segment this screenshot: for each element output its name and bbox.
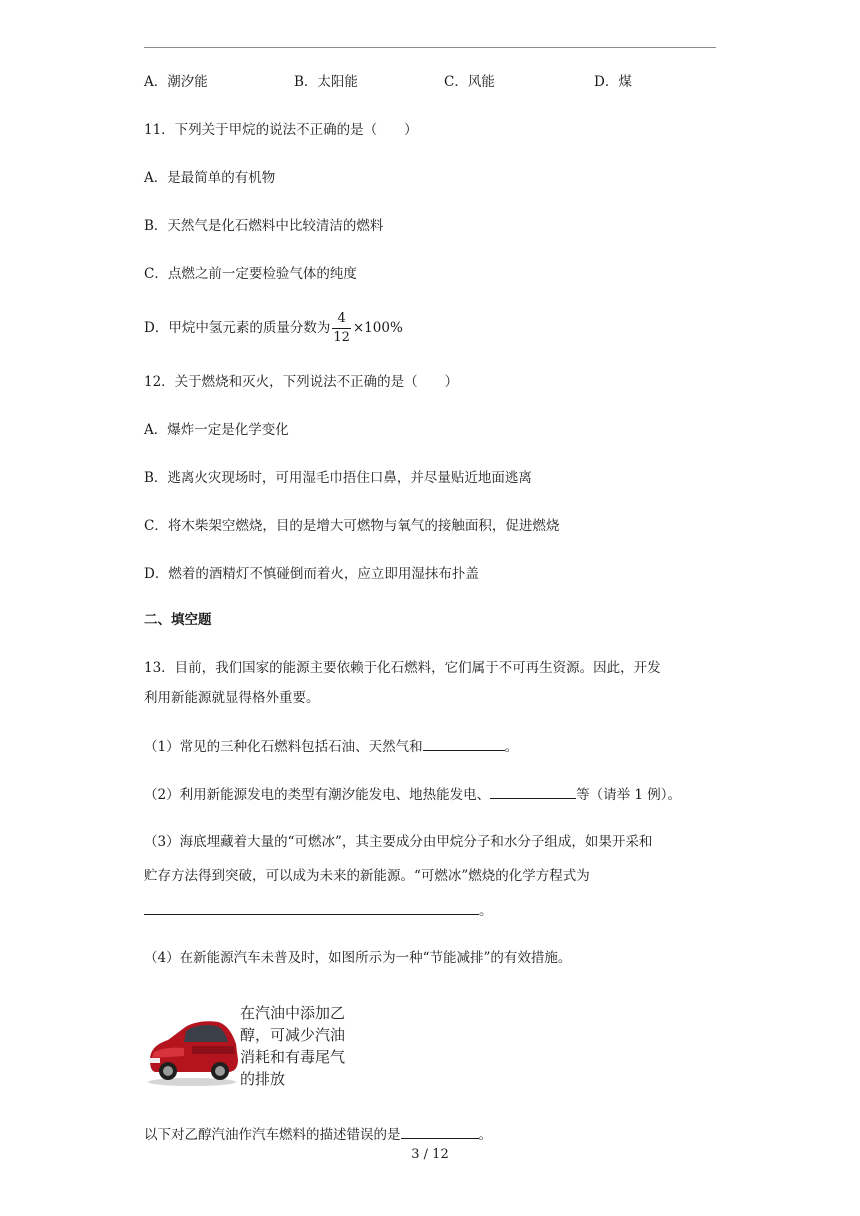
q12-option-b: B．逃离火灾现场时，可用湿毛巾捂住口鼻，并尽量贴近地面逃离	[144, 470, 532, 486]
answer-blank-2[interactable]	[490, 784, 576, 799]
q13-part2-end: 等（请举 1 例）。	[576, 787, 682, 803]
figure-caption-line: 醇，可减少汽油	[240, 1026, 346, 1044]
q12-option-a: A．爆炸一定是化学变化	[144, 422, 289, 438]
answer-blank-4[interactable]	[401, 1124, 479, 1139]
q11-option-b: B．天然气是化石燃料中比较清洁的燃料	[144, 218, 384, 234]
q13-after-figure	[144, 1124, 492, 1145]
q11-option-d-suffix: ×100%	[352, 320, 403, 336]
q10-option-a: A．潮汐能	[144, 74, 208, 90]
q12-option-d: D．燃着的酒精灯不慎碰倒而着火，应立即用湿抹布扑盖	[144, 566, 479, 582]
page-number: 3 / 12	[411, 1147, 449, 1162]
q13-after-figure-end: 。	[478, 1127, 492, 1143]
q13-part3-end: 。	[479, 903, 493, 919]
q13-part3-answer	[144, 900, 493, 921]
fraction-denominator: 12	[333, 330, 350, 345]
q13-after-figure-text: 以下对乙醇汽油作汽车燃料的描述错误的是	[144, 1127, 401, 1143]
red-car-illustration	[148, 1021, 238, 1086]
answer-blank-3[interactable]	[144, 900, 479, 915]
answer-blank-1[interactable]	[423, 736, 505, 751]
header-rule	[144, 47, 716, 48]
section-title: 二、填空题	[144, 612, 212, 628]
q11-option-d	[144, 310, 403, 347]
q10-option-b: B．太阳能	[294, 74, 358, 90]
q13-part1-end: 。	[504, 739, 519, 755]
q11-option-a: A．是最简单的有机物	[144, 170, 276, 186]
figure-caption-line: 的排放	[240, 1070, 286, 1088]
q11-option-d-prefix: D．甲烷中氢元素的质量分数为	[144, 320, 331, 336]
q13-part2-text: （2）利用新能源发电的类型有潮汐能发电、地热能发电、	[144, 787, 491, 803]
figure-caption-line: 在汽油中添加乙	[240, 1004, 346, 1022]
q13-stem-line1: 13．目前，我们国家的能源主要依赖于化石燃料，它们属于不可再生资源。因此，开发	[144, 660, 661, 676]
q11-stem: 11．下列关于甲烷的说法不正确的是（ ）	[144, 122, 418, 138]
q13-part1	[144, 736, 518, 757]
figure-caption	[240, 1002, 345, 1090]
q11-option-c: C．点燃之前一定要检验气体的纯度	[144, 266, 357, 282]
q10-option-d: D．煤	[594, 74, 632, 90]
q13-part4: （4）在新能源汽车未普及时，如图所示为一种“节能减排”的有效措施。	[144, 950, 572, 966]
q10-option-c: C．风能	[444, 74, 495, 90]
q13-part3-line2: 贮存方法得到突破，可以成为未来的新能源。“可燃冰”燃烧的化学方程式为	[144, 868, 590, 884]
q13-stem-line2: 利用新能源就显得格外重要。	[144, 690, 320, 706]
fraction-numerator: 4	[332, 310, 351, 329]
q12-stem: 12．关于燃烧和灭火，下列说法不正确的是（ ）	[144, 374, 459, 390]
q13-part3-line1: （3）海底埋藏着大量的“可燃冰”，其主要成分由甲烷分子和水分子组成，如果开采和	[144, 834, 653, 850]
q13-part1-text: （1）常见的三种化石燃料包括石油、天然气和	[144, 739, 423, 755]
figure-caption-line: 消耗和有毒尾气	[240, 1048, 346, 1066]
q12-option-c: C．将木柴架空燃烧，目的是增大可燃物与氧气的接触面积，促进燃烧	[144, 518, 560, 534]
fraction	[332, 310, 351, 347]
q13-part2	[144, 784, 681, 805]
